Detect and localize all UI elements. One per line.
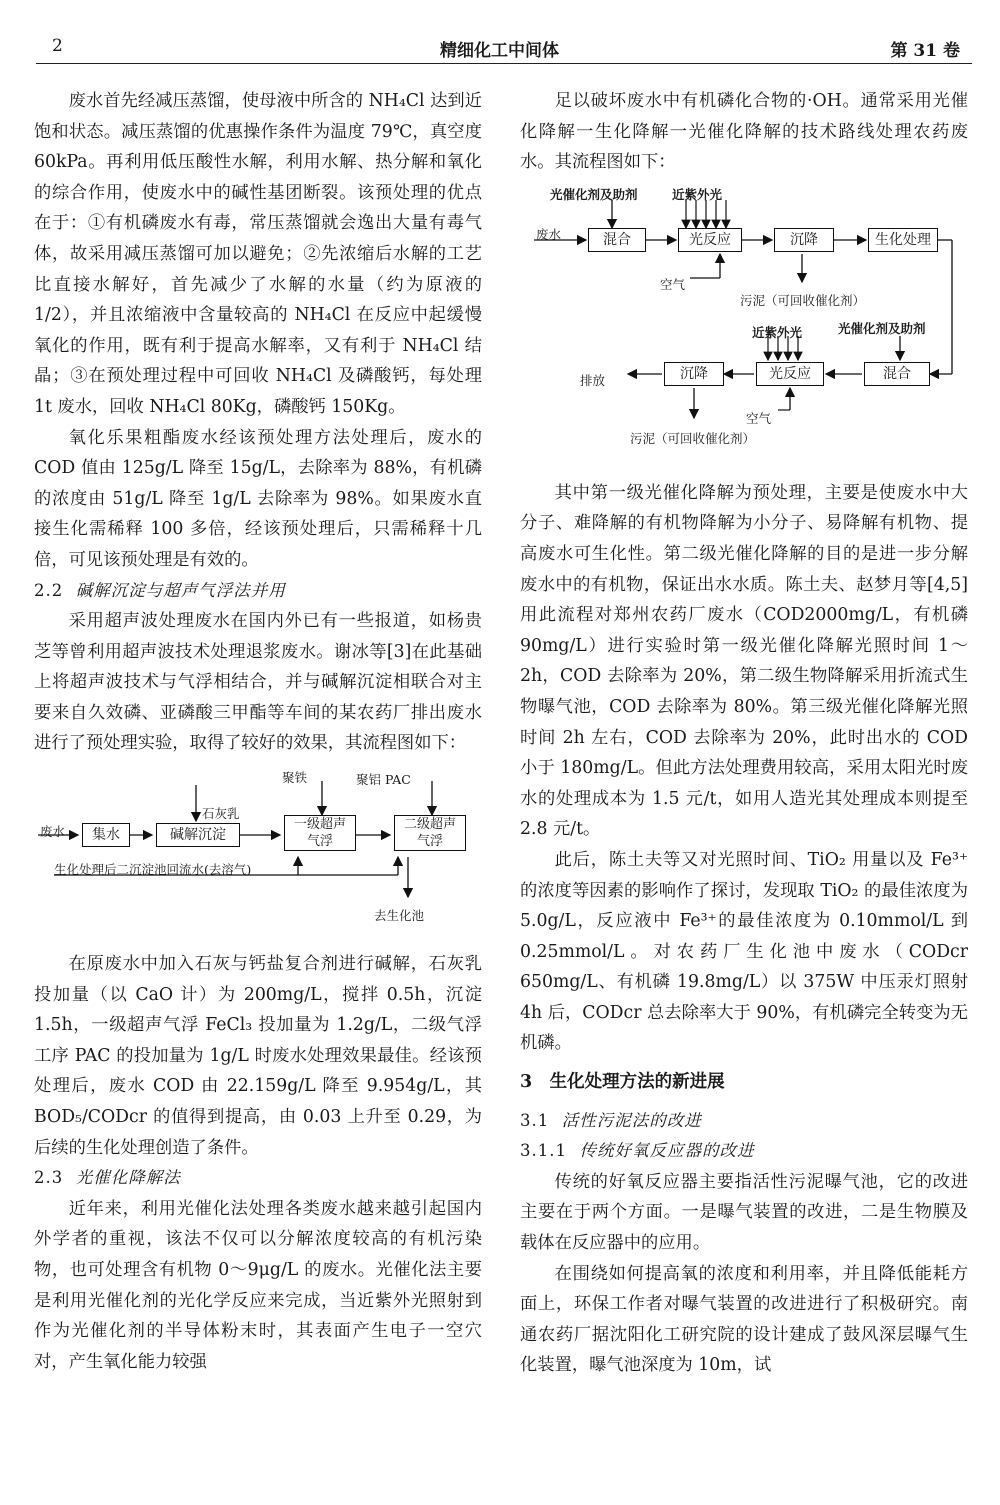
paragraph: 废水首先经减压蒸馏，使母液中所含的 NH₄Cl 达到近饱和状态。减压蒸馏的优惠操作条件为温度 79℃，真空度 60kPa。再利用低压酸性水解，利用水解、热分解和氧化的综合作用，使废水中的碱性基团断裂。该预处理的优点在于：①有机磷废水有毒，常压蒸馏就会逸出大量有毒气体，故采用减压蒸馏可加以避免；②先浓缩后水解的工艺比直接水解好，首先减少了水解的水量（约为原液的 1/2），并且浓缩液中含量较高的 NH₄Cl 在反应中起缓慢氧化的作用，既有利于提高水解率，又有利于 NH₄Cl 结晶；③在预处理过程中可回收 NH₄Cl 及磷酸钙，每处理 1t 废水，回收 NH₄Cl 80Kg，磷酸钙 150Kg。 <box>34 91 482 417</box>
paragraph: 其中第一级光催化降解为预处理，主要是使废水中大分子、难降解的有机物降解为小分子、易降解有机物、提高废水可生化性。第二级光催化降解的目的是进一步分解废水中的有机物，保证出水水质。陈土夫、赵梦月等[4,5]用此流程对郑州农药厂废水（COD2000mg/L，有机磷 90mg/L）进行实验时第一级光催化降解光照时间 1～2h，COD 去除率为 20%，第二级生物降解采用折流式生物曝气池，COD 去除率为 80%。第三级光催化降解光照时间 2h 左右，COD 去除率为 20%，此时出水的 COD 小于 180mg/L。但此方法处理费用较高，采用太阳光时废水的处理成本为 1.5 元/t，如用人造光其处理成本则提至 2.8 元/t。 <box>520 482 968 840</box>
paragraph: 此后，陈土夫等又对光照时间、TiO₂ 用量以及 Fe³⁺的浓度等因素的影响作了探讨，发现取 TiO₂ 的最佳浓度为 5.0g/L，反应液中 Fe³⁺的最佳浓度为 0.10mmol/L 到 0.25mmol/L。对农药厂生化池中废水（CODcr 650mg/L、有机磷 19.8mg/L）以 375W 中压汞灯照射 4h 后，CODcr 总去除率大于 90%，有机磷完全转变为无机磷。 <box>520 849 968 1054</box>
settle-box-2: 沉降 <box>664 362 724 386</box>
section-heading-3: 3 生化处理方法的新进展 <box>520 1072 725 1093</box>
to-biochem-label: 去生化池 <box>374 908 425 924</box>
inflow-label: 废水 <box>536 226 562 242</box>
paragraph: 采用超声波处理废水在国内外已有一些报道，如杨贵芝等曾利用超声波技术处理退浆废水。谢冰等[3]在此基础上将超声波技术与气浮相结合，并与碱解沉淀相联合对主要来自久效磷、亚磷酸三甲酯等车间的某农药厂排出废水进行了预处理实验，取得了较好的效果，其流程图如下： <box>34 611 482 754</box>
section-heading-2-3: 2.3 光催化降解法 <box>34 1168 181 1188</box>
paragraph: 在围绕如何提高氧的浓度和利用率，并且降低能耗方面上，环保工作者对曝气装置的改进进行了积极研究。南通农药厂据沈阳化工研究院的设计建成了鼓风深层曝气生化装置，曝气池深度为 10m，试 <box>520 1263 968 1376</box>
flowchart-photocatalysis <box>520 178 968 478</box>
ultrasonic-flotation-1-box: 一级超声 气浮 <box>284 815 356 851</box>
photo-reaction-box-1: 光反应 <box>678 228 742 252</box>
paragraph: 近年来，利用光催化法处理各类废水越来越引起国内外学者的重视，该法不仅可以分解浓度较高的有机污染物，也可处理含有机物 0～9μg/L 的废水。光催化法主要是利用光催化剂的光化学反应来完成，当近紫外光照射到作为光催化剂的半导体粉末时，其表面产生电子一空穴对，产生氧化能力较强 <box>34 1198 482 1372</box>
mix-box-2: 混合 <box>864 362 930 386</box>
section-heading-2-2: 2.2 碱解沉淀与超声气浮法并用 <box>34 580 286 600</box>
catalyst-label-2: 光催化剂及助剂 <box>838 320 926 336</box>
biochem-box: 生化处理 <box>868 228 938 252</box>
return-water-label: 生化处理后二沉淀池回流水(去溶气) <box>54 862 252 878</box>
air-label-2: 空气 <box>746 410 772 426</box>
paragraph: 氧化乐果粗酯废水经该预处理方法处理后，废水的 COD 值由 125g/L 降至 15g/L，去除率为 88%，有机磷的浓度由 51g/L 降至 1g/L 去除率为 98%。如果废水直接生化需稀释 100 多倍，经该预处理后，只需稀释十几倍，可见该预处理是有效的。 <box>34 427 482 570</box>
lime-label: 石灰乳 <box>202 806 240 822</box>
section-heading-3-1: 3.1 活性污泥法的改进 <box>520 1110 702 1130</box>
photo-reaction-box-2: 光反应 <box>756 362 824 386</box>
paragraph: 传统的好氧反应器主要指活性污泥曝气池，它的改进主要在于两个方面。一是曝气装置的改进，二是生物膜及载体在反应器中的应用。 <box>520 1171 968 1254</box>
collect-box: 集水 <box>82 823 130 847</box>
volume-number: 第 31 卷 <box>890 41 960 61</box>
iron-label: 聚铁 <box>282 770 308 786</box>
sludge-label-2: 污泥（可回收催化剂） <box>630 430 756 446</box>
journal-title: 精细化工中间体 <box>440 41 559 61</box>
header-rule <box>36 63 972 64</box>
alkaline-settle-box: 碱解沉淀 <box>156 823 240 847</box>
right-column <box>520 86 968 1381</box>
discharge-label: 排放 <box>580 372 606 388</box>
page-header <box>0 0 1000 64</box>
uv-label-1: 近紫外光 <box>672 186 723 202</box>
paragraph: 足以破坏废水中有机磷化合物的·OH。通常采用光催化降解一生化降解一光催化降解的技术路线处理农药废水。其流程图如下： <box>520 91 968 173</box>
catalyst-label-1: 光催化剂及助剂 <box>550 186 638 202</box>
section-heading-3-1-1: 3.1.1 传统好氧反应器的改进 <box>520 1141 755 1161</box>
left-column <box>34 86 482 1377</box>
page-number: 2 <box>52 36 63 56</box>
air-label-1: 空气 <box>660 276 686 292</box>
mix-box-1: 混合 <box>588 228 646 252</box>
uv-label-2: 近紫外光 <box>752 324 803 340</box>
pac-label: 聚铝 PAC <box>356 772 411 788</box>
inflow-label: 废水 <box>40 824 66 840</box>
sludge-label-1: 污泥（可回收催化剂） <box>740 292 866 308</box>
settle-box-1: 沉降 <box>774 228 834 252</box>
ultrasonic-flotation-2-box: 二级超声 气浮 <box>394 815 466 851</box>
paragraph: 在原废水中加入石灰与钙盐复合剂进行碱解，石灰乳投加量（以 CaO 计）为 200mg/L，搅拌 0.5h，沉淀 1.5h，一级超声气浮 FeCl₃ 投加量为 1.2g/L，二级气浮工序 PAC 的投加量为 1g/L 时废水处理效果最佳。经该预处理后，废水 COD 由 22.159g/L 降至 9.954g/L，其 BOD₅/CODcr 的值得到提高，由 0.03 上升至 0.29，为后续的生化处理创造了条件。 <box>34 954 482 1158</box>
flowchart-ultrasonic-flotation <box>34 759 482 949</box>
